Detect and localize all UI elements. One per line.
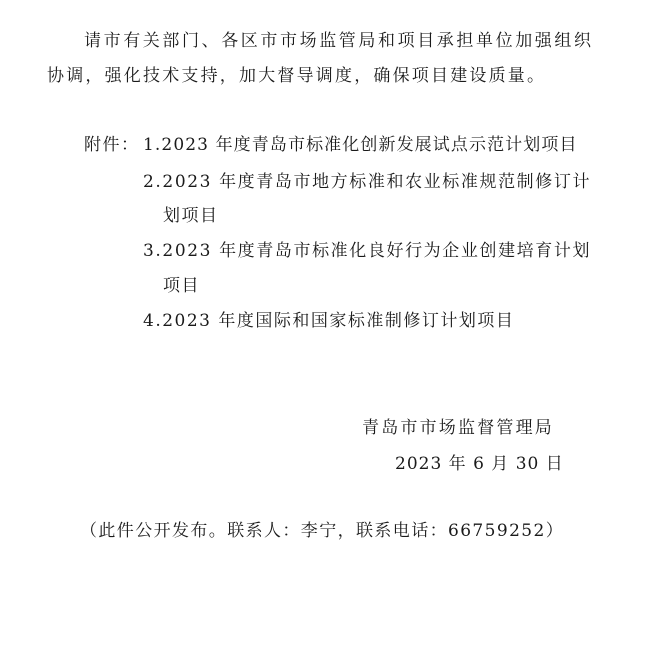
attachment-item-2-line-2: 划项目 [163, 206, 219, 226]
attachment-item-3-line-1: 3.2023 年度青岛市标准化良好行为企业创建培育计划 [143, 241, 592, 261]
attachment-item-1: 1.2023 年度青岛市标准化创新发展试点示范计划项目 [143, 135, 578, 155]
body-paragraph-line-2: 协调，强化技术支持，加大督导调度，确保项目建设质量。 [47, 66, 547, 86]
attachments-label: 附件： [84, 135, 140, 155]
attachment-item-4: 4.2023 年度国际和国家标准制修订计划项目 [143, 311, 515, 331]
attachment-item-3-line-2: 项目 [163, 276, 200, 296]
publication-notice: （此件公开发布。联系人：李宁，联系电话：66759252） [80, 521, 565, 541]
body-paragraph-line-1: 请市有关部门、各区市市场监管局和项目承担单位加强组织 [84, 31, 594, 51]
signature-date: 2023 年 6 月 30 日 [395, 454, 564, 474]
attachment-item-2-line-1: 2.2023 年度青岛市地方标准和农业标准规范制修订计 [143, 172, 592, 192]
signature-organization: 青岛市市场监督管理局 [362, 418, 554, 438]
